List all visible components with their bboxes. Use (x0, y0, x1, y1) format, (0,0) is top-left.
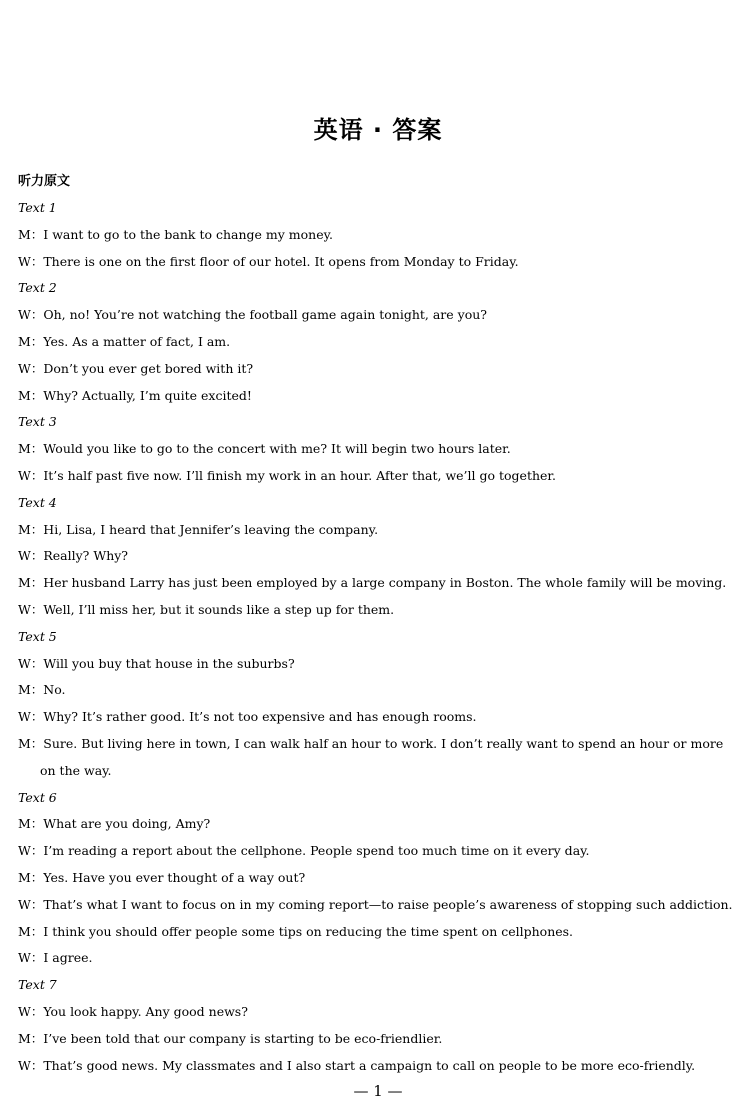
dialog-line: W：There is one on the first floor of our hotel. It opens from Monday to Friday. (18, 253, 519, 269)
text-label: Text 3 (18, 414, 57, 430)
dialog-line: M：What are you doing, Amy? (18, 816, 211, 832)
dialog-line: W：Oh, no! You’re not watching the football game again tonight, are you? (18, 307, 487, 323)
dialog-line: M：I want to go to the bank to change my money. (18, 226, 333, 242)
text-label: Text 1 (18, 200, 57, 215)
text-label: Text 4 (18, 494, 57, 510)
dialog-line: W：Really? Why? (18, 548, 129, 564)
dialog-line: M：Hi, Lisa, I heard that Jennifer’s leaving the company. (18, 521, 379, 537)
section-heading: 听力原文 (18, 174, 71, 189)
dialog-line: M：Yes. As a matter of fact, I am. (18, 333, 231, 349)
dialog-line: M：Sure. But living here in town, I can walk half an hour to work. I don’t really want to spend an hour or more on the way. (18, 735, 724, 778)
dialog-line: W：That’s what I want to focus on in my coming report—to raise people’s awareness of stopping such addiction. (18, 896, 733, 912)
text-label: Text 2 (18, 280, 57, 296)
dialog-line: M：Her husband Larry has just been employed by a large company in Boston. The whole family will be moving. (18, 575, 727, 591)
text-label: Text 6 (18, 789, 57, 805)
dialog-line: W：Well, I’ll miss her, but it sounds like a step up for them. (18, 601, 395, 617)
dialog-line: M：I’ve been told that our company is starting to be eco-friendlier. (18, 1030, 443, 1046)
dialog-line: M：I think you should offer people some tips on reducing the time spent on cellphones. (18, 923, 574, 939)
text-label: Text 7 (18, 977, 57, 993)
page-title: 英语 · 答案 (313, 116, 443, 144)
dialog-line: M：Why? Actually, I’m quite excited! (18, 387, 252, 403)
dialog-line: W：Will you buy that house in the suburbs? (18, 655, 295, 671)
dialog-line: W：That’s good news. My classmates and I also start a campaign to call on people to be more eco-friendly. (18, 1057, 696, 1073)
dialog-line: W：I’m reading a report about the cellphone. People spend too much time on it every day. (18, 843, 590, 859)
dialog-line: W：I agree. (18, 950, 93, 966)
dialog-line: W：It’s half past five now. I’ll finish my work in an hour. After that, we’ll go together. (18, 467, 556, 483)
page-number: — 1 — (353, 1082, 403, 1100)
dialog-line: W：Don’t you ever get bored with it? (18, 360, 254, 376)
dialog-line: M：Yes. Have you ever thought of a way out? (18, 869, 306, 885)
transcript-body (18, 170, 742, 1079)
dialog-line: M：No. (18, 682, 66, 698)
dialog-line: W：Why? It’s rather good. It’s not too expensive and has enough rooms. (18, 709, 477, 725)
text-label: Text 5 (18, 628, 57, 644)
dialog-line: M：Would you like to go to the concert with me? It will begin two hours later. (18, 441, 511, 457)
dialog-line: W：You look happy. Any good news? (18, 1003, 248, 1019)
